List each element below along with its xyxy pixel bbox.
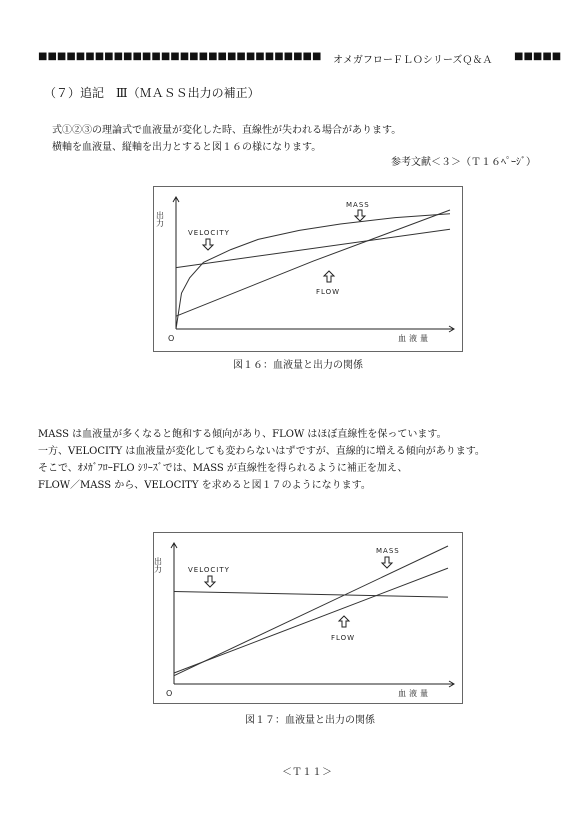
body-line-1: MASS は血液量が多くなると飽和する傾向があり、FLOW はほぼ直線性を保っています。	[38, 429, 447, 440]
series-line-flow	[174, 568, 448, 673]
annotation-arrow-velocity	[203, 239, 213, 250]
figure-17-plot	[154, 533, 462, 703]
figure-16-plot	[154, 187, 462, 351]
body-line-2: 一方、VELOCITY は血液量が変化しても変わらないはずですが、直線的に増える傾向があります。	[38, 446, 485, 457]
section-title: （７）追記 Ⅲ（ＭＡＳＳ出力の補正）	[44, 86, 260, 100]
annotation-velocity: VELOCITY	[188, 566, 230, 574]
intro-line-1: 式①②③の理論式で血液量が変化した時、直線性が失われる場合があります。	[52, 125, 402, 136]
annotation-arrow-flow	[339, 616, 349, 627]
annotation-arrow-velocity	[205, 576, 215, 587]
annotation-arrow-mass	[382, 557, 392, 568]
origin-label: O	[168, 334, 175, 343]
annotation-arrow-mass	[355, 210, 365, 221]
origin-label: O	[166, 689, 173, 698]
annotation-mass: MASS	[346, 201, 370, 209]
series-line-flow	[176, 210, 450, 316]
figure-17-chart	[153, 532, 463, 704]
x-axis-label: 血液量	[398, 689, 431, 698]
series-line-velocity	[174, 592, 448, 598]
annotation-flow: FLOW	[331, 634, 356, 642]
figure-17-caption: 図１７：血液量と出力の関係	[245, 715, 375, 726]
y-axis-label: 出力	[155, 211, 165, 227]
intro-line-2: 横軸を血液量、縦軸を出力とすると図１６の様になります。	[52, 142, 322, 153]
y-axis-label: 出力	[154, 557, 163, 573]
figure-16-chart	[153, 186, 463, 352]
page-number: ＜Ｔ１１＞	[282, 767, 332, 778]
annotation-arrow-flow	[324, 271, 334, 282]
header-decoration-right: ■■■■■	[514, 51, 562, 62]
figure-16-caption: 図１６：血液量と出力の関係	[233, 360, 363, 371]
header-decoration-left: ■■■■■■■■■■■■■■■■■■■■■■■■■■■■■■	[38, 51, 322, 62]
annotation-flow: FLOW	[316, 288, 341, 296]
reference-note: 参考文献＜３＞（Ｔ１６ﾍﾟｰｼﾞ）	[391, 157, 536, 168]
body-line-4: FLOW／MASS から、VELOCITY を求めると図１７のようになります。	[38, 480, 371, 491]
x-axis-label: 血液量	[398, 334, 431, 343]
body-line-3: そこで、ｵﾒｶﾞﾌﾛｰFLO ｼﾘｰｽﾞでは、MASS が直線性を得られるように補正を加え、	[38, 463, 408, 474]
annotation-velocity: VELOCITY	[188, 229, 230, 237]
header-title: オメガフローＦＬＯシリーズＱ＆Ａ	[333, 55, 493, 66]
annotation-mass: MASS	[376, 547, 400, 555]
